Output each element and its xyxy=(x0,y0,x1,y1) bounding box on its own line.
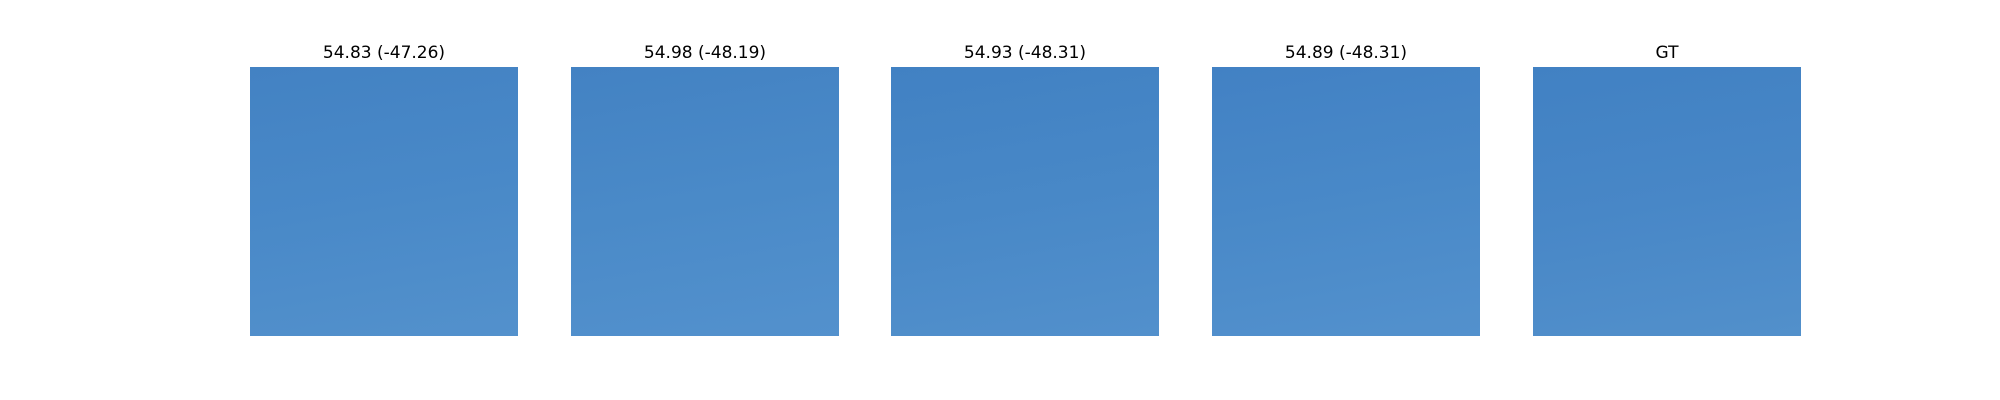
result-panel-3 xyxy=(890,40,1160,336)
result-panel-2 xyxy=(570,40,840,336)
panel-title: 54.89 (-48.31) xyxy=(1284,43,1408,63)
sky-image-2 xyxy=(571,67,839,336)
result-panel-4 xyxy=(1211,40,1481,336)
panel-title: 54.83 (-47.26) xyxy=(322,43,446,63)
panel-title: GT xyxy=(1655,43,1679,63)
sky-image-4 xyxy=(1212,67,1480,336)
result-panel-1 xyxy=(249,40,519,336)
sky-image-3 xyxy=(891,67,1159,336)
panel-title: 54.93 (-48.31) xyxy=(963,43,1087,63)
sky-image-gt xyxy=(1533,67,1801,336)
sky-image-1 xyxy=(250,67,518,336)
panel-title: 54.98 (-48.19) xyxy=(643,43,767,63)
ground-truth-panel xyxy=(1532,40,1802,336)
